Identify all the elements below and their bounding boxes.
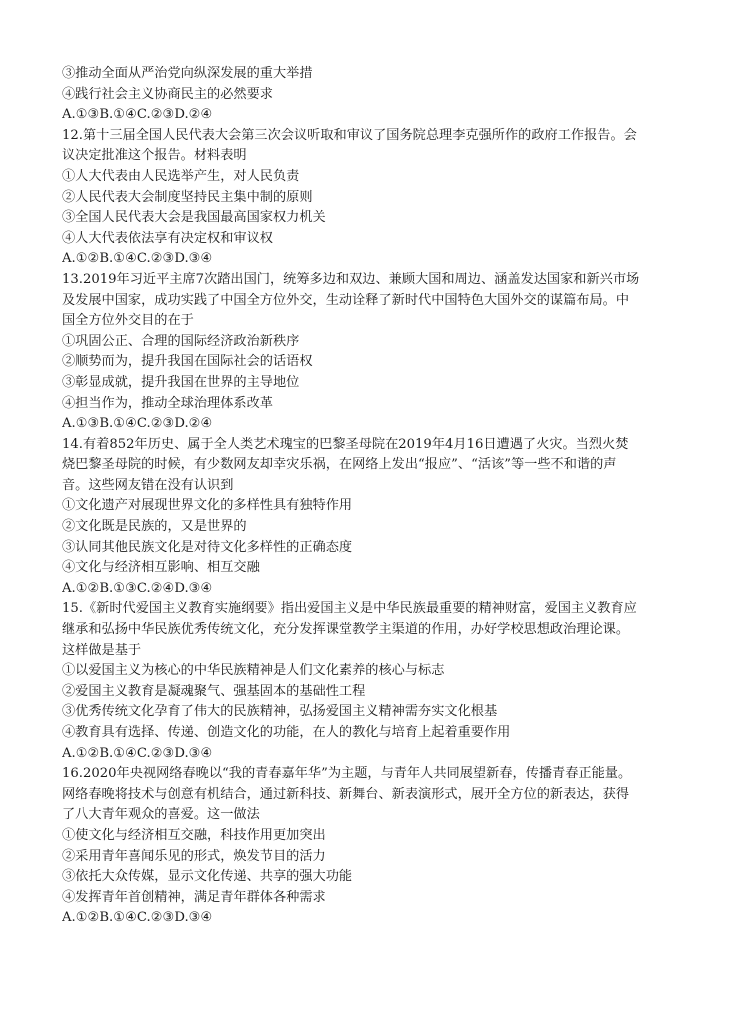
answer-choices-13: A.①③B.①④C.②③D.②④ xyxy=(62,416,213,432)
answer-choices-16: A.①②B.①④C.②③D.③④ xyxy=(62,910,213,926)
answer-choices-15: A.①②B.①④C.②③D.③④ xyxy=(62,745,213,761)
question-14-stem-cont: 烧巴黎圣母院的时候，有少数网友却幸灾乐祸，在网络上发出“报应”、“活该”等一些不和谐的声 xyxy=(62,457,617,473)
question-16-option-2: ②采用青年喜闻乐见的形式，焕发节目的活力 xyxy=(62,848,326,864)
question-12-option-1: ①人大代表由人民选举产生，对人民负责 xyxy=(62,168,300,184)
question-14-option-2: ②文化既是民族的，又是世界的 xyxy=(62,519,247,535)
question-13-option-2: ②顺势而为，提升我国在国际社会的话语权 xyxy=(62,354,313,370)
option-line-3: ③推动全面从严治党向纵深发展的重大举措 xyxy=(62,66,313,81)
question-16-option-4: ④发挥青年首创精神，满足青年群体各种需求 xyxy=(62,889,326,905)
question-14-stem: 14.有着852年历史、属于全人类艺术瑰宝的巴黎圣母院在2019年4月16日遭遇了火灾。当烈火焚 xyxy=(62,436,629,452)
exam-page xyxy=(62,64,674,929)
question-16-stem: 16.2020年央视网络春晚以“我的青春嘉年华”为主题，与青年人共同展望新春，传播青春正能量。 xyxy=(62,766,632,782)
question-16-option-3: ③依托大众传媒，显示文化传递、共享的强大功能 xyxy=(62,869,353,885)
question-12-option-2: ②人民代表大会制度坚持民主集中制的原则 xyxy=(62,189,313,205)
question-12-option-3: ③全国人民代表大会是我国最高国家权力机关 xyxy=(62,210,326,226)
question-12-option-4: ④人大代表依法享有决定权和审议权 xyxy=(62,230,273,246)
answer-choices-11: A.①③B.①④C.②③D.②④ xyxy=(62,107,213,123)
question-12-stem: 12.第十三届全国人民代表大会第三次会议听取和审议了国务院总理李克强所作的政府工作报告。会 xyxy=(62,127,637,143)
question-14-option-4: ④文化与经济相互影响、相互交融 xyxy=(62,560,260,576)
question-15-stem-cont: 继承和弘扬中华民族优秀传统文化，充分发挥课堂教学主渠道的作用，办好学校思想政治理论课。 xyxy=(62,622,630,638)
question-14-option-3: ③认同其他民族文化是对待文化多样性的正确态度 xyxy=(62,539,353,555)
question-13-stem-cont: 及发展中国家，成功实践了中国全方位外交，生动诠释了新时代中国特色大国外交的谋篇布局。中 xyxy=(62,292,630,308)
option-line-4: ④践行社会主义协商民主的必然要求 xyxy=(62,86,273,102)
question-16-option-1: ①使文化与经济相互交融，科技作用更加突出 xyxy=(62,827,326,843)
question-14-stem-cont: 音。这些网友错在没有认识到 xyxy=(62,477,234,493)
question-16-stem-cont: 网络春晚将技术与创意有机结合，通过新科技、新舞台、新表演形式，展开全方位的新表达，获得 xyxy=(62,786,630,802)
question-15-stem-cont: 这样做是基于 xyxy=(62,642,142,658)
question-15-option-2: ②爱国主义教育是凝魂聚气、强基固本的基础性工程 xyxy=(62,683,366,699)
answer-choices-12: A.①②B.①④C.②③D.③④ xyxy=(62,251,213,267)
question-15-option-1: ①以爱国主义为核心的中华民族精神是人们文化素养的核心与标志 xyxy=(62,663,445,679)
question-15-stem: 15.《新时代爱国主义教育实施纲要》指出爱国主义是中华民族最重要的精神财富，爱国主义教育应 xyxy=(62,601,637,617)
question-13-stem-cont: 国全方位外交目的在于 xyxy=(62,313,194,329)
question-12-stem-cont: 议决定批准这个报告。材料表明 xyxy=(62,148,247,164)
question-14-option-1: ①文化遗产对展现世界文化的多样性具有独特作用 xyxy=(62,498,353,514)
question-16-stem-cont: 了八大青年观众的喜爱。这一做法 xyxy=(62,807,260,823)
question-13-option-1: ①巩固公正、合理的国际经济政治新秩序 xyxy=(62,333,300,349)
question-15-option-3: ③优秀传统文化孕育了伟大的民族精神，弘扬爱国主义精神需夯实文化根基 xyxy=(62,704,498,720)
question-13-option-4: ④担当作为，推动全球治理体系改革 xyxy=(62,395,273,411)
question-15-option-4: ④教育具有选择、传递、创造文化的功能，在人的教化与培育上起着重要作用 xyxy=(62,725,511,740)
answer-choices-14: A.①②B.①③C.②④D.③④ xyxy=(62,580,213,596)
question-13-stem: 13.2019年习近平主席7次踏出国门，统筹多边和双边、兼顾大国和周边、涵盖发达国家和新兴市场 xyxy=(62,271,640,287)
question-13-option-3: ③彰显成就，提升我国在世界的主导地位 xyxy=(62,374,300,390)
